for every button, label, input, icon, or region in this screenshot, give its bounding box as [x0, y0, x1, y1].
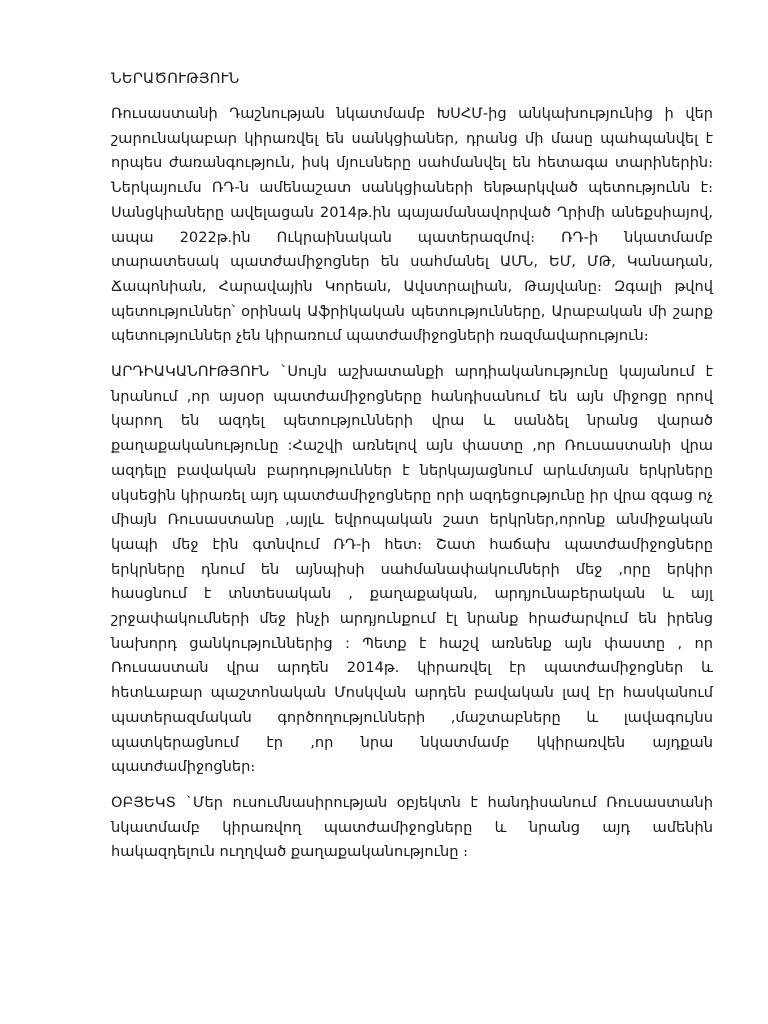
relevance-paragraph [111, 360, 713, 780]
intro-paragraph: Ռուսաստանի Դաշնության նկատմամբ ԽՍՀՄ-ից անկախությունից ի վեր շարունակաբար կիրառվել են սանկցիաներ, դրանց մի մասը պահպանվել է որպես ժառանգություն, իսկ մյուսները սահմանվել են հետագա տարիներին։ Ներկայումս ՌԴ-ն ամենաշատ սանկցիաների ենթարկված պետությունն է։ Սանցկիաները ավելացան 2014թ.ին պայամանավորված Ղրիմի անեքսիայով, ապա 2022թ.ին Ուկրաինական պատերազմով։ ՌԴ-ի նկատմամբ տարատեսակ պատժամիջոցներ են սահմանել ԱՄՆ, ԵՄ, ՄԹ, Կանադան, Ճապոնիան, Հարավային Կորեան, Ավստրալիան, Թայվանը։ Զգալի թվով պետություններ՝ օրինակ Աֆրիկական պետությունները, Արաբական մի շարք պետություններ չեն կիրառում պատժամիջոցների ռազմավարություն։ [111, 105, 713, 345]
section-heading: ՆԵՐԱԾՈՒԹՅՈՒՆ [111, 70, 240, 87]
object-text: `Մեր ուսումնասիրության օբյեկտն է հանդիսանում Ռուսաստանի նկատմամբ կիրառվող պատժամիջոցները և նրանց այդ ամենին հակազդելուն ուղղված քաղաքականությունը ։ [111, 793, 713, 861]
relevance-label: ԱՐԴԻԱԿԱՆՈՒԹՅՈՒՆ [111, 363, 270, 381]
relevance-text: `Սույն աշխատանքի արդիականությունը կայանում է նրանում ,որ այսօր պատժամիջոցները հանդիսանում են այն միջոցը որով կարող են ազդել պետությունների վրա և սանձել նրանց վարած քաղաքականությունը :Հաշվի առնելով այն փաստը ,որ Ռուսաստանի վրա ազդելը բավական բարդություններ է ներկայացնում արևմտյան երկրները սկսեցին կիրառել այդ պատժամիջոցները որի ազդեցությունը իր վրա զգաց ոչ միայն Ռուսաստանը ,այլև եվրոպական շատ երկրներ,որոնք անմիջական կապի մեջ էին գտնվում ՌԴ-ի հետ։ Շատ հաճախ պատժամիջոցները երկրները դնում են այնպիսի սահմանափակումների մեջ ,որը երկիր հասցնում է տնտեսական , քաղաքական, արդյունաբերական և այլ շրջափակումների մեջ ինչի արդյունքում էլ նրանք հրաժարվում են իրենց նախորդ ցանկություններից : Պետք է հաշվ առնենք այն փաստը , որ Ռուսաստան վրա արդեն 2014թ. կիրառվել էր պատժամիջոցներ և հետևաբար պաշտոնական Մոսկվան արդեն բավական լավ էր հասկանում պատերազմական գործողությունների ,մաշտաբները և լավագույնս պատկերացնում էր ,որ նրա նկատմամբ կկիրառվեն այդքան պատժամիջոցներ։ [111, 363, 713, 776]
object-label: ՕԲՅԵԿՏ [111, 793, 177, 811]
object-paragraph [111, 791, 713, 865]
document-page [111, 68, 713, 876]
